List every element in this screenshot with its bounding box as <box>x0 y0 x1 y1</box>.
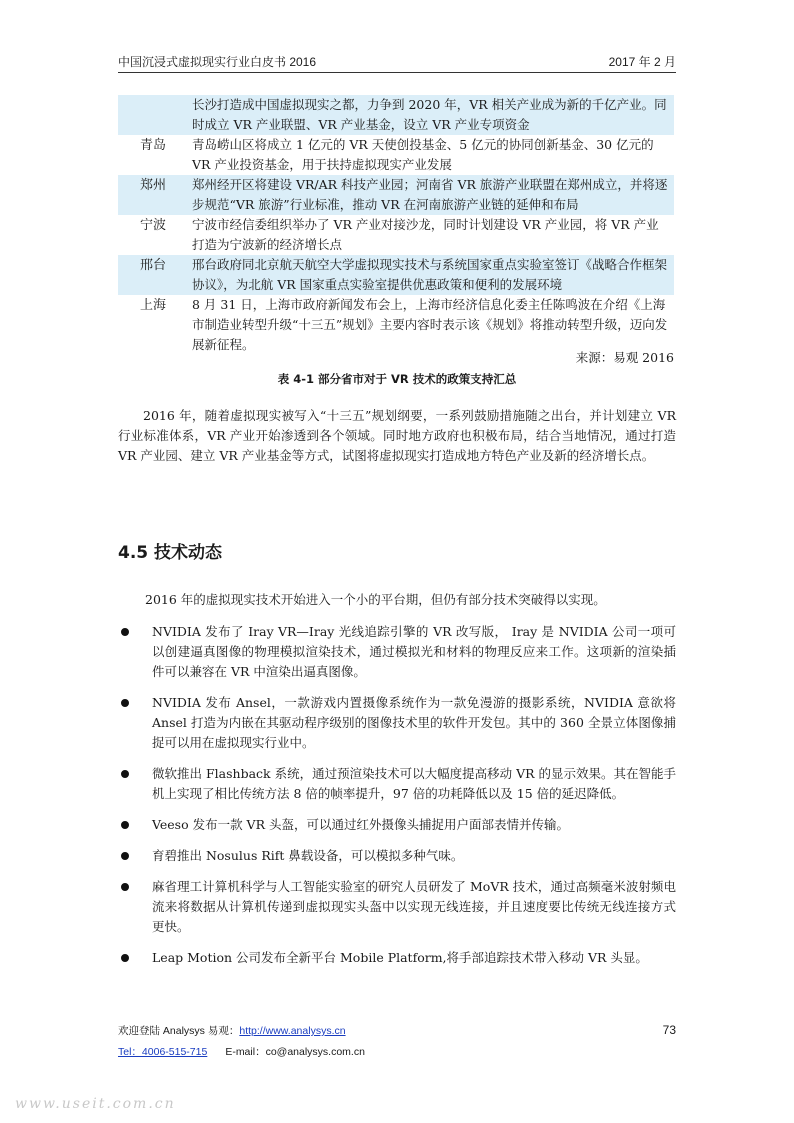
bullet-text: NVIDIA 发布 Ansel，一款游戏内置摄像系统作为一款免漫游的摄影系统，NVIDIA 意欲将 Ansel 打造为内嵌在其驱动程序级别的图像技术里的软件开发包。其中的 360 全景立体图像捕捉可以用在虚拟现实行业中。 <box>152 695 676 750</box>
footer-welcome <box>118 1023 346 1038</box>
list-item <box>118 877 676 937</box>
bullet-icon <box>121 852 129 860</box>
city-cell: 上海 <box>139 297 166 312</box>
city-cell: 宁波 <box>139 217 166 232</box>
email-text: E-mail：co@analysys.com.cn <box>225 1046 365 1058</box>
city-cell: 邢台 <box>118 255 188 295</box>
document-title: 中国沉浸式虚拟现实行业白皮书 2016 <box>118 55 317 69</box>
bullet-text: 麻省理工计算机科学与人工智能实验室的研究人员研发了 MoVR 技术，通过高频毫米波射频电流来将数据从计算机传递到虚拟现实头盔中以实现无线连接，并且速度要比传统无线连接方式更快。 <box>152 879 676 934</box>
city-cell <box>118 95 188 135</box>
bullet-icon <box>121 883 129 891</box>
bullet-icon <box>121 770 129 778</box>
policy-table <box>118 95 674 355</box>
section-intro: 2016 年的虚拟现实技术开始进入一个小的平台期，但仍有部分技术突破得以实现。 <box>145 592 606 607</box>
bullet-icon <box>121 628 129 636</box>
footer-contact <box>118 1044 365 1059</box>
policy-cell: 青岛崂山区将成立 1 亿元的 VR 天使创投基金、5 亿元的协同创新基金、30 亿元的 VR 产业投资基金，用于扶持虚拟现实产业发展 <box>192 137 654 172</box>
watermark: www.useit.com.cn <box>15 1096 176 1112</box>
document-date: 2017 年 2 月 <box>608 55 676 69</box>
bullet-icon <box>121 699 129 707</box>
website-link[interactable]: http://www.analysys.cn <box>239 1025 346 1037</box>
page-number: 73 <box>662 1023 676 1037</box>
bullet-text: 微软推出 Flashback 系统，通过预渲染技术可以大幅度提高移动 VR 的显示效果。其在智能手机上实现了相比传统方法 8 倍的帧率提升，97 倍的功耗降低以及 15 倍的延迟降低。 <box>152 766 676 801</box>
table-row <box>118 295 674 355</box>
list-item <box>118 622 676 682</box>
bullet-icon <box>121 821 129 829</box>
tech-bullet-list <box>118 622 676 979</box>
page-footer <box>118 1020 676 1060</box>
list-item <box>118 948 676 968</box>
policy-cell: 8 月 31 日，上海市政府新闻发布会上，上海市经济信息化委主任陈鸣波在介绍《上海市制造业转型升级“十三五”规划》主要内容时表示该《规划》将推动转型升级，迈向发展新征程。 <box>192 297 668 352</box>
table-row <box>118 95 674 135</box>
footer-welcome-text: 欢迎登陆 Analysys 易观： <box>118 1025 240 1037</box>
bullet-text: NVIDIA 发布了 Iray VR—Iray 光线追踪引擎的 VR 改写版， Iray 是 NVIDIA 公司一项可以创建逼真图像的物理模拟渲染技术，通过模拟光和材料的物理反应来工作。这项新的渲染插件可以兼容在 VR 中渲染出逼真图像。 <box>152 624 676 679</box>
table-row <box>118 215 674 255</box>
city-cell: 郑州 <box>118 175 188 215</box>
bullet-icon <box>121 954 129 962</box>
table-row <box>118 135 674 175</box>
table-caption: 表 4-1 部分省市对于 VR 技术的政策支持汇总 <box>277 372 517 386</box>
list-item <box>118 815 676 835</box>
table-row <box>118 175 674 215</box>
bullet-text: 育碧推出 Nosulus Rift 鼻载设备，可以模拟多种气味。 <box>152 848 464 863</box>
bullet-text: Veeso 发布一款 VR 头盔，可以通过红外摄像头捕捉用户面部表情并传输。 <box>152 817 569 832</box>
policy-cell: 宁波市经信委组织举办了 VR 产业对接沙龙，同时计划建设 VR 产业园，将 VR 产业打造为宁波新的经济增长点 <box>192 217 659 252</box>
table-source: 来源：易观 2016 <box>575 350 674 365</box>
section-heading: 4.5 技术动态 <box>118 543 223 563</box>
page-header <box>118 50 676 73</box>
policy-cell: 邢台政府同北京航天航空大学虚拟现实技术与系统国家重点实验室签订《战略合作框架协议》，为北航 VR 国家重点实验室提供优惠政策和便利的发展环境 <box>188 255 674 295</box>
city-cell: 青岛 <box>139 137 166 152</box>
policy-paragraph: 2016 年，随着虚拟现实被写入“十三五”规划纲要，一系列鼓励措施随之出台，并计划建立 VR 行业标准体系，VR 产业开始渗透到各个领域。同时地方政府也积极布局，结合当地情况，通过打造 VR 产业园、建立 VR 产业基金等方式，试图将虚拟现实打造成地方特色产业及新的经济增长点。 <box>118 408 676 463</box>
bullet-text: Leap Motion 公司发布全新平台 Mobile Platform,将手部追踪技术带入移动 VR 头显。 <box>152 950 648 965</box>
phone-link[interactable]: Tel：4006-515-715 <box>118 1046 208 1058</box>
list-item <box>118 764 676 804</box>
table-row <box>118 255 674 295</box>
policy-cell: 郑州经开区将建设 VR/AR 科技产业园；河南省 VR 旅游产业联盟在郑州成立，并将逐步规范“VR 旅游”行业标准，推动 VR 在河南旅游产业链的延伸和布局 <box>188 175 674 215</box>
list-item <box>118 693 676 753</box>
list-item <box>118 846 676 866</box>
policy-cell: 长沙打造成中国虚拟现实之都，力争到 2020 年，VR 相关产业成为新的千亿产业。同时成立 VR 产业联盟、VR 产业基金，设立 VR 产业专项资金 <box>188 95 674 135</box>
